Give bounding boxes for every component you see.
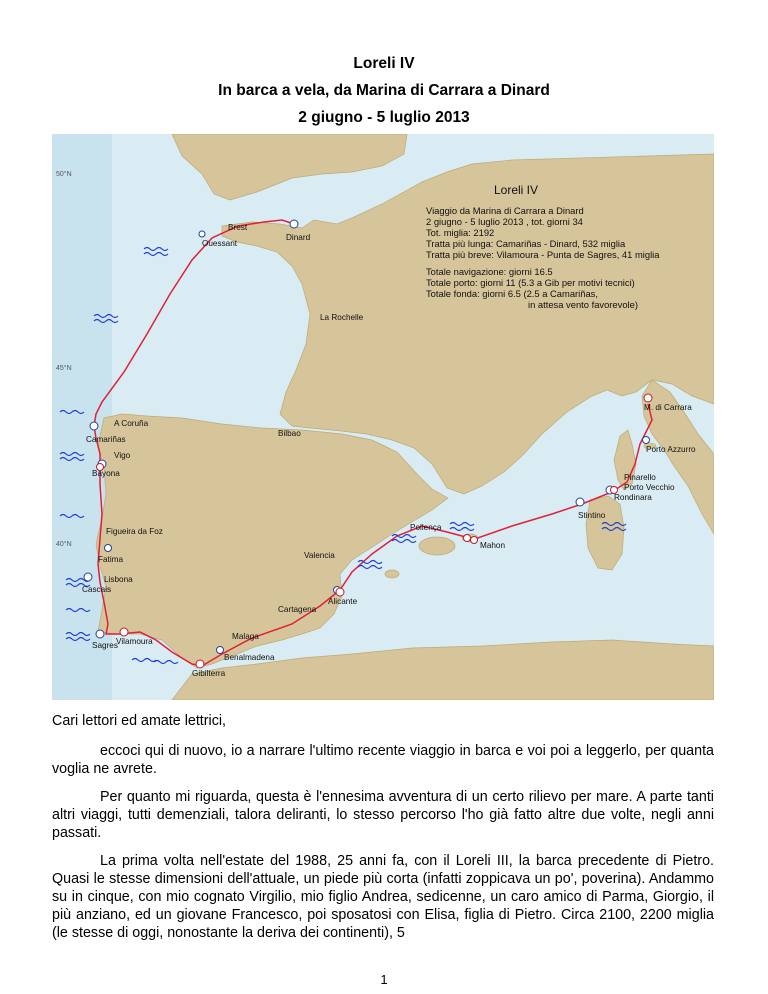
paragraph: eccoci qui di nuovo, io a narrare l'ultimo recente viaggio in barca e voi poi a leggerlo, per quanta voglia ne avrete. [52, 743, 714, 777]
place-label: Benalmadena [224, 653, 275, 662]
paragraph: Per quanto mi riguarda, questa è l'ennesima avventura di un certo rilievo per mare. A parte tanti altri viaggi, tutti demenziali, talora deliranti, lo stesso percorso l'ho già fatto altre due volte, negli anni passati. [52, 789, 714, 841]
anchor-icon [96, 630, 104, 638]
document-title: Loreli IV [353, 55, 415, 72]
place-label: Dinard [286, 233, 311, 242]
anchorage-icon [471, 537, 478, 544]
anchor-icon [643, 437, 650, 444]
legend-line: Tot. miglia: 2192 [426, 227, 495, 238]
place-label: Porto Azzurro [646, 445, 696, 454]
legend-line: Viaggio da Marina di Carrara a Dinard [426, 205, 584, 216]
place-label: Pollença [410, 523, 442, 532]
anchor-icon [90, 422, 98, 430]
place-label: Fatima [98, 555, 124, 564]
place-label: M. di Carrara [644, 403, 692, 412]
place-label: Figueira da Foz [106, 527, 163, 536]
place-label: Valencia [304, 551, 335, 560]
document-subtitle: In barca a vela, da Marina di Carrara a Dinard [218, 82, 550, 99]
place-label: Bilbao [278, 429, 301, 438]
paragraph: La prima volta nell'estate del 1988, 25 anni fa, con il Loreli III, la barca precedente di Pietro. Quasi le stesse dimensioni dell'attuale, un piede più corta (infatti zoppicava un po', poverina). Andammo su in cinque, con mio cognato Virgilio, mio figlio Andrea, sedicenne, un caro amico di Parma, Giorgio, il più anziano, ed un giovane Francesco, poi sposatosi con Elisa, figlia di Pietro. Circa 2100, 2200 miglia (le stesse di oggi, nonostante la deriva dei continenti), 5 [52, 853, 714, 941]
place-label: A Coruña [114, 419, 149, 428]
place-label: Rondinara [614, 493, 652, 502]
legend-title: Loreli IV [494, 183, 539, 197]
greeting: Cari lettori ed amate lettrici, [52, 713, 227, 729]
place-label: Ouessant [202, 239, 238, 248]
lat-label: 40°N [56, 541, 72, 548]
place-label: Vigo [114, 451, 131, 460]
anchor-icon [576, 498, 584, 506]
lighthouse-icon [199, 231, 205, 237]
lat-label: 45°N [56, 365, 72, 372]
anchor-icon [290, 220, 298, 228]
place-label: La Rochelle [320, 313, 364, 322]
land-mallorca [419, 537, 455, 555]
place-label: Alicante [328, 597, 358, 606]
title-block [0, 50, 768, 131]
place-label: Mahon [480, 541, 506, 550]
church-icon [105, 545, 112, 552]
place-label: Brest [228, 223, 248, 232]
place-label: Vilamoura [116, 637, 153, 646]
anchor-icon [84, 573, 92, 581]
place-label: Cartagena [278, 605, 317, 614]
anchorage-icon [644, 394, 652, 402]
place-label: Malaga [232, 632, 259, 641]
route-map [52, 134, 714, 700]
legend-line: in attesa vento favorevole) [528, 299, 638, 310]
lat-label: 50°N [56, 171, 72, 178]
legend-line: Totale navigazione: giorni 16.5 [426, 266, 553, 277]
place-label: Stintino [578, 511, 606, 520]
place-label: Camariñas [86, 435, 126, 444]
legend-line: Totale fonda: giorni 6.5 (2.5 a Camariñas, [426, 288, 598, 299]
anchorage-icon [196, 660, 204, 668]
route-map-svg [52, 134, 714, 700]
anchorage-icon [336, 588, 344, 596]
place-label: Cascais [82, 585, 112, 594]
anchorage-icon [120, 628, 128, 636]
legend-line: Totale porto: giorni 11 (5.3 a Gib per motivi tecnici) [426, 277, 635, 288]
legend-line: Tratta più breve: Vilamoura - Punta de Sagres, 41 miglia [426, 249, 660, 260]
place-label: Gibilterra [192, 669, 226, 678]
legend-line: 2 giugno - 5 luglio 2013 , tot. giorni 34 [426, 216, 583, 227]
document-dates: 2 giugno - 5 luglio 2013 [298, 109, 470, 126]
place-label: Porto Vecchio [624, 483, 675, 492]
place-label: Lisbona [104, 575, 133, 584]
place-label: Sagres [92, 641, 118, 650]
anchor-icon [217, 647, 224, 654]
letter-body [52, 712, 714, 952]
land-ibiza [385, 570, 399, 578]
anchorage-icon [464, 535, 471, 542]
page-number: 1 [380, 972, 388, 987]
place-label: Bayona [92, 469, 120, 478]
place-label: Pinarello [624, 473, 656, 482]
legend-line: Tratta più lunga: Camariñas - Dinard, 532 miglia [426, 238, 626, 249]
